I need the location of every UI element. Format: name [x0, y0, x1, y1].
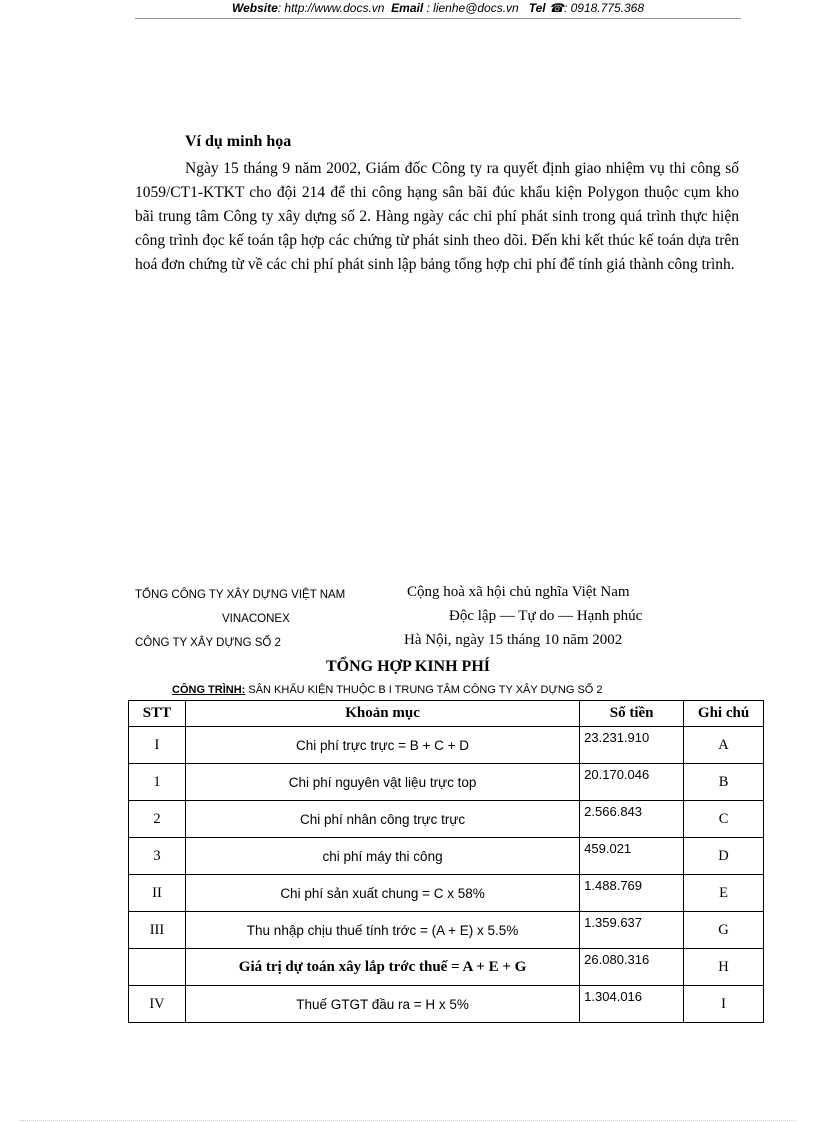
row-amount: 20.170.046: [580, 764, 684, 801]
header-note: Ghi chú: [684, 701, 764, 727]
cost-summary-table: [128, 700, 764, 1023]
header-item: Khoản mục: [185, 701, 579, 727]
table-row: [129, 912, 764, 949]
row-item: Thu nhập chịu thuế tính trớc = (A + E) x 5.5%: [185, 912, 579, 949]
row-stt: 3: [129, 838, 186, 875]
national-line-1: Cộng hoà xã hội chủ nghĩa Việt Nam: [407, 584, 630, 600]
row-amount: 26.080.316: [580, 949, 684, 986]
subtitle-label: CÔNG TRÌNH:: [172, 684, 246, 696]
summary-subtitle: [172, 684, 603, 696]
row-stt: 1: [129, 764, 186, 801]
row-amount: 1.304.016: [580, 986, 684, 1023]
row-amount: 23.231.910: [580, 727, 684, 764]
row-item: Giá trị dự toán xây lắp trớc thuế = A + E + G: [185, 949, 579, 986]
national-line-3: Hà Nội, ngày 15 tháng 10 năm 2002: [404, 632, 623, 648]
table-row: [129, 949, 764, 986]
subtitle-text: SÂN KHẨU KIỆN THUỘC B I TRUNG TÂM CÔNG TY XÂY DỰNG SỐ 2: [245, 684, 603, 696]
table-row: [129, 801, 764, 838]
row-amount: 2.566.843: [580, 801, 684, 838]
row-note: E: [684, 875, 764, 912]
row-note: D: [684, 838, 764, 875]
row-amount: 1.359.637: [580, 912, 684, 949]
table-row: [129, 838, 764, 875]
national-line-2: Độc lập — Tự do — Hạnh phúc: [449, 608, 643, 624]
table-header-row: [129, 701, 764, 727]
row-stt: IV: [129, 986, 186, 1023]
row-item: Chi phí trực trực = B + C + D: [185, 727, 579, 764]
row-stt: 2: [129, 801, 186, 838]
row-item: Chi phí nguyên vật liệu trực top: [185, 764, 579, 801]
row-item: chi phí máy thi công: [185, 838, 579, 875]
row-stt: I: [129, 727, 186, 764]
org-line-1: TỔNG CÔNG TY XÂY DỰNG VIỆT NAM: [135, 589, 346, 601]
example-title: Ví dụ minh họa: [185, 133, 292, 150]
row-note: B: [684, 764, 764, 801]
row-stt: II: [129, 875, 186, 912]
org-line-3: CÔNG TY XÂY DỰNG SỐ 2: [135, 637, 281, 649]
header-stt: STT: [129, 701, 186, 727]
table-row: [129, 727, 764, 764]
row-item: Chi phí sản xuất chung = C x 58%: [185, 875, 579, 912]
header-amount: Số tiền: [580, 701, 684, 727]
website-url: : http://www.docs.vn: [277, 1, 385, 15]
website-label: Website: [231, 1, 278, 15]
page-header: [135, 0, 741, 19]
row-note: C: [684, 801, 764, 838]
email-address: : lienhe@docs.vn: [426, 1, 519, 15]
table-row: [129, 986, 764, 1023]
email-label: Email: [391, 1, 424, 15]
phone-icon: ☎: [549, 1, 564, 15]
org-line-2: VINACONEX: [222, 613, 290, 625]
tel-label: Tel: [528, 1, 546, 15]
row-note: G: [684, 912, 764, 949]
tel-number: : 0918.775.368: [563, 1, 645, 15]
row-amount: 1.488.769: [580, 875, 684, 912]
row-item: Chi phí nhân công trực trực: [185, 801, 579, 838]
table-row: [129, 875, 764, 912]
row-stt: [129, 949, 186, 986]
row-amount: 459.021: [580, 838, 684, 875]
row-stt: III: [129, 912, 186, 949]
page-bottom-divider: [20, 1120, 796, 1121]
row-note: A: [684, 727, 764, 764]
table-row: [129, 764, 764, 801]
row-note: I: [684, 986, 764, 1023]
example-paragraph: Ngày 15 tháng 9 năm 2002, Giám đốc Công ty ra quyết định giao nhiệm vụ thi công số 1059/CT1-KTKT cho đội 214 để thi công hạng sân bãi đúc khẩu kiện Polygon thuộc cụm kho bãi trung tâm Công ty xây dựng số 2. Hàng ngày các chi phí phát sinh trong quá trình thực hiện công trình đọc kế toán tập hợp các chứng từ phát sinh theo dõi. Đến khi kết thúc kế toán dựa trên hoá đơn chứng từ về các chi phí phát sinh lập bảng tổng hợp chi phí để tính giá thành công trình.: [135, 160, 739, 273]
summary-title: TỔNG HỢP KINH PHÍ: [325, 658, 490, 675]
row-item: Thuế GTGT đầu ra = H x 5%: [185, 986, 579, 1023]
row-note: H: [684, 949, 764, 986]
